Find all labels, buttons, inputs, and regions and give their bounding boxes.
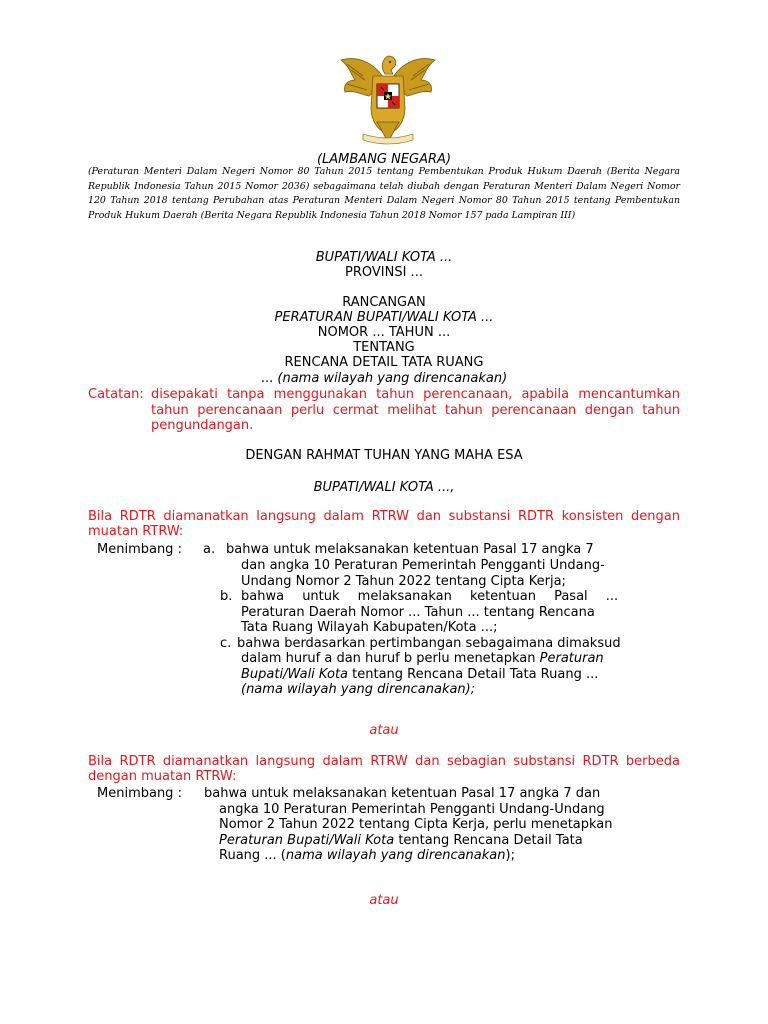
- item-b-marker: b.: [220, 589, 233, 604]
- planning-note: [88, 387, 680, 434]
- note-label: Catatan:: [88, 387, 144, 402]
- option2-line-5: Ruang ... (nama wilayah yang direncanakan);: [219, 848, 515, 863]
- item-c-marker: c.: [220, 636, 232, 651]
- item-c-line-2: dalam huruf a dan huruf b perlu menetapkan Peraturan: [241, 651, 604, 666]
- garuda-emblem-icon: [333, 50, 443, 150]
- blessing-line: DENGAN RAHMAT TUHAN YANG MAHA ESA: [245, 448, 523, 463]
- option2-line-1: bahwa untuk melaksanakan ketentuan Pasal 17 angka 7 dan: [204, 786, 601, 801]
- option2-condition: Bila RDTR diamanatkan langsung dalam RTRW dan sebagian substansi RDTR berbeda dengan muatan RTRW:: [88, 754, 680, 785]
- item-a-line-2: dan angka 10 Peraturan Pemerintah Pengganti Undang-: [241, 558, 605, 573]
- preamble-authority: BUPATI/WALI KOTA ...,: [313, 480, 455, 495]
- item-a-line-1: bahwa untuk melaksanakan ketentuan Pasal 17 angka 7: [226, 542, 594, 557]
- regulation-subject: RENCANA DETAIL TATA RUANG: [284, 355, 484, 370]
- emblem-caption: (LAMBANG NEGARA): [316, 152, 452, 167]
- separator-atau-1: atau: [369, 723, 399, 738]
- legal-reference: (Peraturan Menteri Dalam Negeri Nomor 80 Tahun 2015 tentang Pembentukan Produk Hukum Daerah (Berita Negara Republik Indonesia Tahun 2015 Nomor 2036) sebagaimana telah diubah dengan Peraturan Menteri Dalam Negeri Nomor 120 Tahun 2018 tentang Perubahan atas Peraturan Menteri Dalam Negeri Nomor 80 Tahun 2015 tentang Pembentukan Produk Hukum Daerah (Berita Negara Republik Indonesia Tahun 2018 Nomor 157 pada Lampiran III): [88, 166, 680, 221]
- option1-menimbang: Menimbang :: [97, 542, 182, 557]
- item-c-line-1: bahwa berdasarkan pertimbangan sebagaimana dimaksud: [237, 636, 621, 651]
- regulation-number: NOMOR ... TAHUN ...: [317, 325, 451, 340]
- item-b-line-1: bahwa untuk melaksanakan ketentuan Pasal ...: [241, 589, 619, 604]
- planned-area: ... (nama wilayah yang direncanakan): [260, 371, 508, 386]
- separator-atau-2: atau: [369, 893, 399, 908]
- item-c-line-4: (nama wilayah yang direncanakan);: [241, 682, 476, 697]
- item-b-line-2: Peraturan Daerah Nomor ... Tahun ... tentang Rencana: [241, 605, 595, 620]
- about-label: TENTANG: [353, 340, 415, 355]
- item-a-marker: a.: [203, 542, 216, 557]
- item-b-line-3: Tata Ruang Wilayah Kabupaten/Kota ...;: [241, 620, 498, 635]
- item-a-line-3: Undang Nomor 2 Tahun 2022 tentang Cipta Kerja;: [241, 574, 566, 589]
- regulation-title: PERATURAN BUPATI/WALI KOTA ...: [274, 310, 494, 325]
- note-text: disepakati tanpa menggunakan tahun perencanaan, apabila mencantumkan tahun perencanaan perlu cermat melihat tahun perencanaan dengan tahun pengundangan.: [151, 387, 680, 434]
- option2-menimbang: Menimbang :: [97, 786, 182, 801]
- option2-line-4: Peraturan Bupati/Wali Kota tentang Rencana Detail Tata: [219, 833, 583, 848]
- option2-line-3: Nomor 2 Tahun 2022 tentang Cipta Kerja, perlu menetapkan: [219, 817, 613, 832]
- authority-heading: BUPATI/WALI KOTA ...: [315, 250, 453, 265]
- option1-condition: Bila RDTR diamanatkan langsung dalam RTRW dan substansi RDTR konsisten dengan muatan RTRW:: [88, 509, 680, 540]
- province-heading: PROVINSI ...: [345, 265, 423, 280]
- option2-line-2: angka 10 Peraturan Pemerintah Pengganti Undang-Undang: [219, 802, 605, 817]
- draft-label: RANCANGAN: [342, 295, 426, 310]
- item-c-line-3: Bupati/Wali Kota tentang Rencana Detail Tata Ruang ...: [241, 667, 599, 682]
